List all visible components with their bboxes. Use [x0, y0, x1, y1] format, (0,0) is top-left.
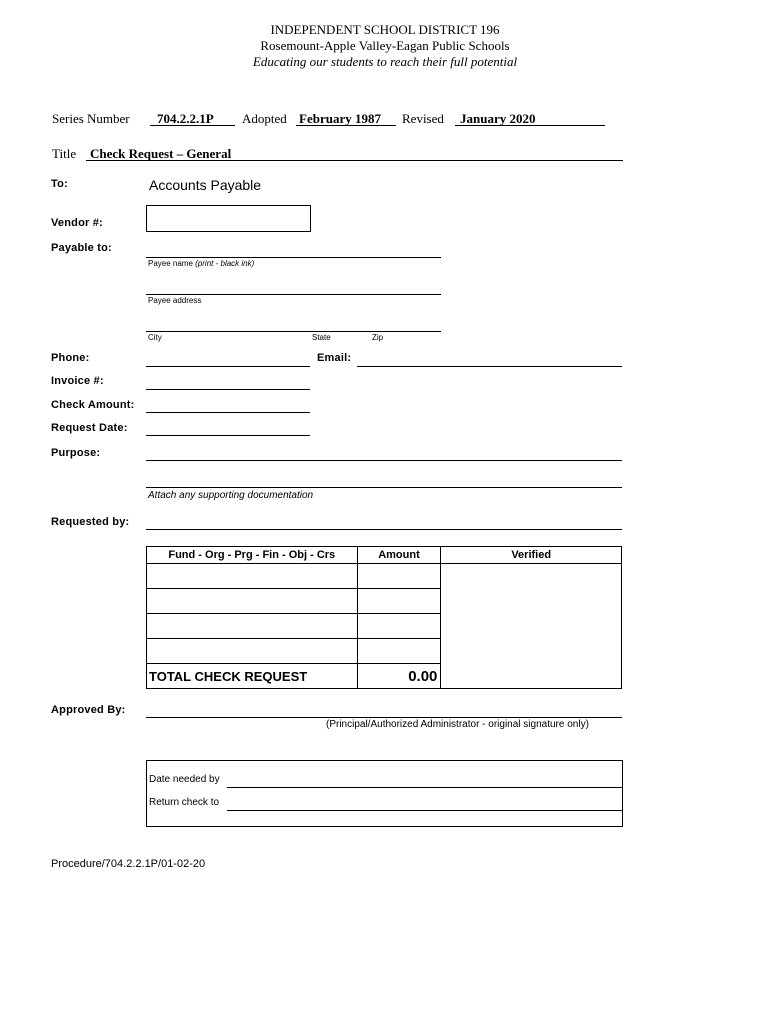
adopted-value: February 1987 [299, 111, 381, 126]
payee-address-field[interactable] [146, 294, 441, 295]
date-needed-field[interactable] [227, 787, 622, 788]
title-label: Title [52, 146, 77, 161]
column-header-amount: Amount [357, 547, 441, 564]
return-check-field[interactable] [227, 810, 622, 811]
fund-cell[interactable] [147, 564, 358, 589]
district-motto: Educating our students to reach their full potential [252, 54, 518, 69]
revised-label: Revised [402, 111, 444, 126]
column-header-verified: Verified [441, 547, 622, 564]
purpose-label: Purpose: [51, 447, 101, 459]
table-row [147, 564, 622, 589]
date-needed-label: Date needed by [149, 774, 220, 785]
fund-cell[interactable] [147, 589, 358, 614]
district-name: INDEPENDENT SCHOOL DISTRICT 196 [270, 22, 500, 37]
requested-by-label: Requested by: [51, 516, 130, 528]
approved-by-field[interactable] [146, 717, 622, 718]
vendor-label: Vendor #: [51, 217, 103, 229]
request-date-field[interactable] [146, 435, 310, 436]
column-header-fund: Fund - Org - Prg - Fin - Obj - Crs [147, 547, 358, 564]
table-header-row [147, 547, 622, 564]
revised-value: January 2020 [460, 111, 536, 126]
zip-hint: Zip [372, 333, 384, 342]
city-hint: City [148, 333, 162, 342]
procedure-number: Procedure/704.2.2.1P/01-02-20 [51, 858, 206, 870]
total-label: TOTAL CHECK REQUEST [147, 664, 358, 689]
fund-cell[interactable] [147, 614, 358, 639]
fund-cell[interactable] [147, 639, 358, 664]
amount-cell[interactable] [357, 639, 441, 664]
email-field[interactable] [357, 366, 622, 367]
amount-cell[interactable] [357, 589, 441, 614]
phone-label: Phone: [51, 352, 90, 364]
account-table [146, 546, 622, 689]
purpose-field-line-2[interactable] [146, 487, 622, 488]
revised-underline [455, 125, 605, 126]
adopted-label: Adopted [242, 111, 287, 126]
payee-name-hint-text: Payee name [148, 259, 193, 268]
to-value: Accounts Payable [149, 177, 262, 193]
requested-by-field[interactable] [146, 529, 622, 530]
city-state-zip-field[interactable] [146, 331, 441, 332]
series-number-underline [150, 125, 235, 126]
state-hint: State [312, 333, 331, 342]
check-amount-label: Check Amount: [51, 399, 135, 411]
return-check-label: Return check to [149, 797, 220, 808]
series-number-label: Series Number [52, 111, 130, 126]
payee-name-hint [148, 259, 254, 268]
title-value: Check Request – General [90, 146, 232, 161]
to-label: To: [51, 178, 68, 190]
series-number-value: 704.2.2.1P [157, 111, 214, 126]
verified-cell[interactable] [441, 564, 622, 689]
invoice-label: Invoice #: [51, 375, 104, 387]
approved-by-label: Approved By: [51, 704, 126, 716]
purpose-field-line-1[interactable] [146, 460, 622, 461]
payee-name-hint-italic: (print - black ink) [195, 259, 255, 268]
phone-field[interactable] [146, 366, 310, 367]
adopted-underline [296, 125, 396, 126]
vendor-number-field[interactable] [146, 205, 311, 232]
amount-cell[interactable] [357, 564, 441, 589]
total-value: 0.00 [357, 664, 441, 689]
attach-note: Attach any supporting documentation [148, 490, 314, 501]
approved-note: (Principal/Authorized Administrator - original signature only) [326, 719, 589, 730]
delivery-box [146, 760, 623, 827]
check-amount-field[interactable] [146, 412, 310, 413]
payee-name-field[interactable] [146, 257, 441, 258]
district-subtitle: Rosemount-Apple Valley-Eagan Public Schools [260, 38, 510, 53]
payable-to-label: Payable to: [51, 242, 112, 254]
request-date-label: Request Date: [51, 422, 128, 434]
amount-cell[interactable] [357, 614, 441, 639]
email-label: Email: [317, 352, 352, 364]
payee-address-hint: Payee address [148, 296, 202, 305]
title-underline [86, 160, 623, 161]
invoice-field[interactable] [146, 389, 310, 390]
